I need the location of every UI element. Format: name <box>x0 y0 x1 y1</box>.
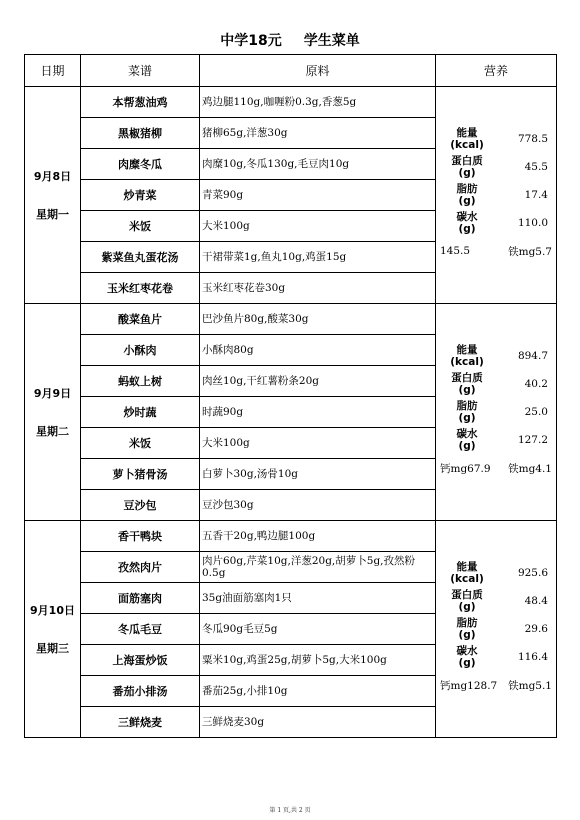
dish-name: 香干鸭块 <box>81 521 200 552</box>
dish-ingredients: 巴沙鱼片80g,酸菜30g <box>200 304 436 335</box>
dish-ingredients: 三鲜烧麦30g <box>200 707 436 738</box>
dish-name: 小酥肉 <box>81 335 200 366</box>
nutrition-energy-value: 778.5 <box>517 133 548 145</box>
nutrition-carb-label: 碳水 <box>456 211 478 223</box>
dish-ingredients: 大米100g <box>200 211 436 242</box>
nutrition-energy-unit: (kcal) <box>450 356 484 368</box>
dish-name: 上海蛋炒饭 <box>81 645 200 676</box>
day-date: 9月10日 <box>30 604 75 617</box>
nutrition-fat-label: 脂肪 <box>456 183 478 195</box>
dish-name: 米饭 <box>81 211 200 242</box>
nutrition-carb-unit: (g) <box>458 657 476 669</box>
dish-ingredients: 35g油面筋塞肉1只 <box>200 583 436 614</box>
dish-name: 玉米红枣花卷 <box>81 273 200 304</box>
nutrition-protein <box>438 587 554 615</box>
dish-ingredients: 大米100g <box>200 428 436 459</box>
dish-ingredients: 粟米10g,鸡蛋25g,胡萝卜5g,大米100g <box>200 645 436 676</box>
nutrition-fat <box>438 615 554 643</box>
nutrition-fat-value: 29.6 <box>524 623 548 635</box>
nutrition-energy-unit: (kcal) <box>450 573 484 585</box>
nutrition-cell <box>436 521 557 738</box>
nutrition-energy-label: 能量 <box>456 561 478 573</box>
day-date: 9月8日 <box>33 170 72 183</box>
dish-ingredients: 鸡边腿110g,咖喱粉0.3g,香葱5g <box>200 87 436 118</box>
dish-name: 孜然肉片 <box>81 552 200 583</box>
nutrition-carb-label: 碳水 <box>456 428 478 440</box>
nutrition-fat <box>438 181 554 209</box>
nutrition-protein-unit: (g) <box>458 167 476 179</box>
nutrition-protein-value: 40.2 <box>524 378 548 390</box>
dish-ingredients: 肉丝10g,干红薯粉条20g <box>200 366 436 397</box>
nutrition-minerals <box>438 237 554 265</box>
dish-name: 冬瓜毛豆 <box>81 614 200 645</box>
nutrition-protein <box>438 370 554 398</box>
nutrition-calcium: 钙mg128.7 <box>440 679 498 692</box>
dish-name: 蚂蚁上树 <box>81 366 200 397</box>
nutrition-energy <box>438 559 554 587</box>
menu-row <box>25 521 557 552</box>
dish-ingredients: 干裙带菜1g,鱼丸10g,鸡蛋15g <box>200 242 436 273</box>
header-ingredients: 原料 <box>200 55 436 87</box>
dish-ingredients: 时蔬90g <box>200 397 436 428</box>
nutrition-cell <box>436 304 557 521</box>
dish-ingredients: 五香干20g,鸭边腿100g <box>200 521 436 552</box>
dish-name: 面筋塞肉 <box>81 583 200 614</box>
title-menu: 学生菜单 <box>303 33 360 49</box>
page-title <box>0 30 580 50</box>
dish-ingredients: 玉米红枣花卷30g <box>200 273 436 304</box>
nutrition-carb-label: 碳水 <box>456 645 478 657</box>
day-cell <box>25 521 81 738</box>
nutrition-fat-unit: (g) <box>458 412 476 424</box>
nutrition-fat <box>438 398 554 426</box>
dish-name: 酸菜鱼片 <box>81 304 200 335</box>
dish-name: 肉糜冬瓜 <box>81 149 200 180</box>
nutrition-energy-value: 925.6 <box>517 567 548 579</box>
nutrition-carb-value: 127.2 <box>517 434 548 446</box>
nutrition-iron: 铁mg5.7 <box>508 245 552 258</box>
day-weekday: 星期一 <box>36 208 69 221</box>
nutrition-calcium: 145.5 <box>440 245 471 257</box>
nutrition-energy-unit: (kcal) <box>450 139 484 151</box>
nutrition-carb-value: 110.0 <box>517 217 548 229</box>
dish-ingredients: 猪柳65g,洋葱30g <box>200 118 436 149</box>
dish-name: 炒青菜 <box>81 180 200 211</box>
header-dish: 菜谱 <box>81 55 200 87</box>
nutrition-iron: 铁mg4.1 <box>508 462 552 475</box>
day-cell <box>25 87 81 304</box>
nutrition-energy <box>438 125 554 153</box>
nutrition-carb <box>438 209 554 237</box>
dish-name: 三鲜烧麦 <box>81 707 200 738</box>
menu-table <box>24 54 557 738</box>
dish-ingredients: 肉片60g,芹菜10g,洋葱20g,胡萝卜5g,孜然粉0.5g <box>200 552 436 583</box>
nutrition-energy-value: 894.7 <box>517 350 548 362</box>
nutrition-protein-unit: (g) <box>458 384 476 396</box>
header-nutrition: 营养 <box>436 55 557 87</box>
nutrition-carb <box>438 426 554 454</box>
dish-ingredients: 小酥肉80g <box>200 335 436 366</box>
menu-row <box>25 87 557 118</box>
nutrition-fat-unit: (g) <box>458 629 476 641</box>
nutrition-minerals <box>438 454 554 482</box>
nutrition-minerals <box>438 671 554 699</box>
nutrition-fat-value: 17.4 <box>524 189 548 201</box>
dish-ingredients: 番茄25g,小排10g <box>200 676 436 707</box>
nutrition-protein-label: 蛋白质 <box>451 155 483 167</box>
nutrition-energy-label: 能量 <box>456 344 478 356</box>
nutrition-carb-value: 116.4 <box>517 651 548 663</box>
nutrition-protein-value: 48.4 <box>524 595 548 607</box>
nutrition-carb-unit: (g) <box>458 223 476 235</box>
nutrition-carb-unit: (g) <box>458 440 476 452</box>
dish-ingredients: 白萝卜30g,汤骨10g <box>200 459 436 490</box>
dish-name: 米饭 <box>81 428 200 459</box>
nutrition-fat-label: 脂肪 <box>456 617 478 629</box>
nutrition-fat-value: 25.0 <box>524 406 548 418</box>
dish-name: 本帮葱油鸡 <box>81 87 200 118</box>
dish-name: 番茄小排汤 <box>81 676 200 707</box>
page-footer: 第 1 页,共 2 页 <box>269 807 311 814</box>
day-date: 9月9日 <box>33 387 72 400</box>
dish-ingredients: 冬瓜90g毛豆5g <box>200 614 436 645</box>
dish-name: 炒时蔬 <box>81 397 200 428</box>
dish-name: 紫菜鱼丸蛋花汤 <box>81 242 200 273</box>
title-school: 中学18元 <box>220 33 282 49</box>
dish-name: 萝卜猪骨汤 <box>81 459 200 490</box>
nutrition-calcium: 钙mg67.9 <box>440 462 491 475</box>
dish-name: 豆沙包 <box>81 490 200 521</box>
nutrition-protein-label: 蛋白质 <box>451 372 483 384</box>
menu-row <box>25 304 557 335</box>
dish-ingredients: 青菜90g <box>200 180 436 211</box>
nutrition-protein-value: 45.5 <box>524 161 548 173</box>
nutrition-energy <box>438 342 554 370</box>
dish-ingredients: 豆沙包30g <box>200 490 436 521</box>
nutrition-fat-label: 脂肪 <box>456 400 478 412</box>
header-date: 日期 <box>25 55 81 87</box>
nutrition-cell <box>436 87 557 304</box>
nutrition-fat-unit: (g) <box>458 195 476 207</box>
nutrition-iron: 铁mg5.1 <box>508 679 552 692</box>
dish-name: 黑椒猪柳 <box>81 118 200 149</box>
header-row <box>25 55 557 87</box>
day-weekday: 星期三 <box>36 642 69 655</box>
day-weekday: 星期二 <box>36 425 69 438</box>
menu-body <box>25 87 557 738</box>
nutrition-protein <box>438 153 554 181</box>
nutrition-protein-label: 蛋白质 <box>451 589 483 601</box>
nutrition-protein-unit: (g) <box>458 601 476 613</box>
nutrition-carb <box>438 643 554 671</box>
nutrition-energy-label: 能量 <box>456 127 478 139</box>
dish-ingredients: 肉糜10g,冬瓜130g,毛豆肉10g <box>200 149 436 180</box>
day-cell <box>25 304 81 521</box>
